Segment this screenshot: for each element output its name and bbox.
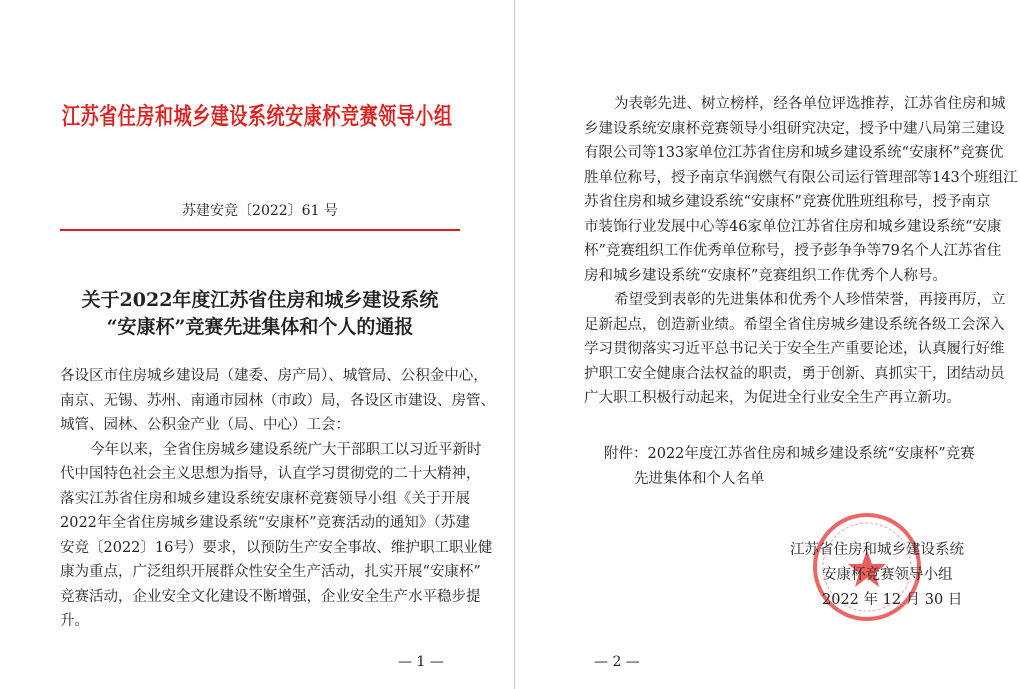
heading-line-1: 关于2022年度江苏省住房和城乡建设系统: [81, 289, 439, 311]
text-line: 房和城乡建设系统“安康杯”竞赛组织工作优秀个人称号。: [584, 267, 947, 284]
text-line: 市装饰行业发展中心等46家单位江苏省住房和城乡建设系统“安康: [584, 218, 1002, 235]
text-line: 2022年全省住房城乡建设系统“安康杯”竞赛活动的通知》（苏建: [60, 515, 470, 531]
text-line: 广大职工积极行动起来，为促进全行业安全生产再立新功。: [584, 390, 961, 406]
text-line: 升。: [60, 613, 89, 629]
text-line: 胜单位称号，授予南京华润燃气有限公司运行管理部等143个班组江: [584, 169, 1018, 186]
text-line: 护职工安全健康合法权益的职责，勇于创新、真抓实干，团结动员: [584, 365, 1005, 382]
org-title: 江苏省住房和城乡建设系统安康杯竞赛领导小组: [62, 103, 452, 131]
text-line: 城管、园林、公积金产业（局、中心）工会：: [60, 417, 350, 433]
signature-line: 安康杯竞赛领导小组: [822, 567, 953, 583]
text-line: 落实江苏省住房和城乡建设系统安康杯竞赛领导小组《关于开展: [60, 490, 470, 507]
red-divider: [60, 229, 460, 231]
page-number: — 1 —: [398, 654, 444, 670]
signature-line: 2022 年 12 月 30 日: [822, 592, 963, 608]
page-separator: [514, 0, 515, 689]
text-line: 有限公司等133家单位江苏省住房和城乡建设系统“安康杯”竞赛优: [584, 145, 1004, 161]
document-number: 苏建安竞〔2022〕61 号: [182, 203, 338, 219]
text-line: 为表彰先进、树立榜样，经各单位评选推荐，江苏省住房和城: [614, 96, 1006, 112]
text-line: 竞赛活动，企业安全文化建设不断增强，企业安全生产水平稳步提: [60, 588, 481, 605]
text-line: 希望受到表彰的先进集体和优秀个人珍惜荣誉，再接再厉，立: [614, 292, 1006, 308]
text-line: 各设区市住房城乡建设局（建委、房产局）、城管局、公积金中心，: [60, 368, 488, 384]
text-line: 苏省住房和城乡建设系统“安康杯”竞赛优胜班组称号，授予南京: [584, 194, 991, 210]
signature-line: 江苏省住房和城乡建设系统: [790, 542, 964, 558]
text-line: 乡建设系统安康杯竞赛领导小组研究决定，授予中建八局第三建设: [584, 120, 1005, 137]
text-line: 附件：2022年度江苏省住房和城乡建设系统“安康杯”竞赛: [604, 446, 975, 462]
text-line: 先进集体和个人名单: [634, 471, 765, 487]
page-number: — 2 —: [594, 654, 640, 670]
text-line: 学习贯彻落实习近平总书记关于安全生产重要论述，认真履行好维: [584, 341, 1005, 357]
text-line: 杯”竞赛组织工作优秀单位称号，授予彭争争等79名个人江苏省住: [584, 243, 1002, 259]
text-line: 康为重点，广泛组织开展群众性安全生产活动，扎实开展“安康杯”: [60, 564, 481, 580]
text-line: 代中国特色社会主义思想为指导，认直学习贯彻党的二十大精神，: [60, 466, 481, 482]
text-line: 南京、无锡、苏州、南通市园林（市政）局，各设区市建设、房管、: [60, 392, 495, 409]
text-line: 今年以来，全省住房城乡建设系统广大干部职工以习近平新时: [90, 441, 482, 458]
page-2: [516, 0, 1020, 689]
text-line: 安竞〔2022〕16号）要求，以预防生产安全事故、维护职工职业健: [60, 539, 493, 556]
heading-line-2: “安康杯”竞赛先进集体和个人的通报: [106, 316, 414, 338]
text-line: 足新起点，创造新业绩。希望全省住房城乡建设系统各级工会深入: [584, 316, 1005, 333]
